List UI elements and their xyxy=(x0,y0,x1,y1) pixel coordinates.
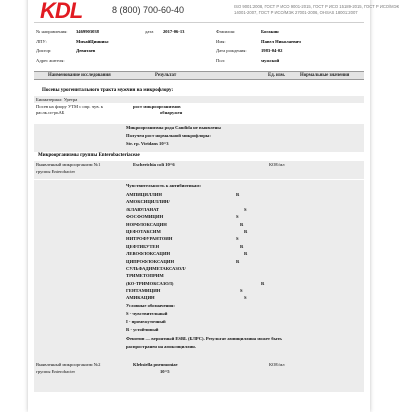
antibiotic-name: ЛЕВОФЛОКСАЦИН xyxy=(126,251,171,257)
microorganism-1-label-1: Выявленный микроорганизм №1 xyxy=(36,162,101,167)
antibiotic-result: S xyxy=(244,295,247,301)
order-date-value: 2017-06-13 xyxy=(163,29,185,34)
antibiotic-name: НИТРОФУРАНТОИН xyxy=(126,236,173,242)
legend-s: S - чувствительный xyxy=(126,311,168,316)
header-unit: Ед. изм. xyxy=(268,72,286,78)
antibiotic-result: R xyxy=(244,228,248,234)
culture-result-line-1: рост микроорганизмов xyxy=(133,104,181,109)
antibiotic-result: R xyxy=(236,258,240,264)
order-date-label: дата xyxy=(145,29,154,34)
antibiotic-name: ЦИПРОФЛОКСАЦИН xyxy=(126,258,175,264)
microorganism-2-result-2: 10^5 xyxy=(160,369,170,374)
antibiotic-result: R xyxy=(236,192,240,197)
antibiotic-name: (КО-ТРИМОКСАЗОЛ) xyxy=(126,280,174,286)
microorganism-2-label-1: Выявленный микроорганизм №2 xyxy=(36,362,101,367)
header-result: Результат xyxy=(155,72,177,78)
antibiotic-row xyxy=(126,221,244,228)
antibiotic-result: R xyxy=(261,280,265,286)
antibiotic-row xyxy=(126,198,186,205)
esbl-note-line-2: распространен на амоксициллин. xyxy=(126,344,196,349)
legend-r: R - устойчивый xyxy=(126,327,159,332)
antibiotic-result: R xyxy=(244,251,248,257)
surname-label: Фамилия: xyxy=(216,29,236,34)
antibiotic-row xyxy=(126,191,240,198)
normal-flora-text: Получен рост нормальной микрофлоры: xyxy=(126,133,211,138)
antibiotic-row xyxy=(126,258,240,265)
microorganism-2-label-2: группы Enterobacter xyxy=(36,369,76,374)
flora-row xyxy=(34,124,364,152)
antibiotic-result: R xyxy=(240,221,244,227)
antibiotic-sensitivity-block xyxy=(34,180,364,392)
results-table-header xyxy=(34,71,364,80)
surname-value: Богакин xyxy=(261,29,279,34)
candida-text: Микроорганизмы рода Candida не выявлены xyxy=(126,125,221,130)
doctor-value: Девятаев xyxy=(76,48,96,53)
antibiotic-name: /КЛАВУЛАНАТ xyxy=(126,206,160,212)
sex-value: мужской xyxy=(261,58,280,63)
sex-label: Пол: xyxy=(216,58,226,63)
enterobacteriaceae-title: Микроорганизмы группы Enterobacteriaceae xyxy=(38,153,140,158)
antibiotic-row xyxy=(126,213,239,220)
doctor-label: Доктор: xyxy=(36,48,52,53)
antibiotic-row xyxy=(126,235,239,242)
report-page xyxy=(28,0,400,412)
antibiotic-result: S xyxy=(240,288,243,294)
name-label: Имя: xyxy=(216,39,226,44)
section-title: Посевы урогенитального тракта мужчин на микрофлору: xyxy=(42,88,174,93)
antibiotic-row xyxy=(126,272,186,279)
antibiotic-name: ЦЕФОТАКСИМ xyxy=(126,228,161,234)
lpu-value: МихайЦинникс xyxy=(76,39,109,44)
antibiotic-row xyxy=(126,250,248,257)
antibiotic-name: ТРИМЕТОПРИМ xyxy=(126,273,164,279)
header-test-name: Наименование исследования xyxy=(48,72,111,78)
culture-row xyxy=(34,104,364,118)
antibiotic-name: СУЛЬФАДИМЕТАКСАЗОЛ/ xyxy=(126,265,186,271)
biomaterial-row xyxy=(34,96,364,103)
viridans-text: Str. гр. Viridans 10^3 xyxy=(126,141,169,146)
antibiotic-row xyxy=(126,280,265,287)
culture-name-line-2: раслк.сп-рьАБ xyxy=(36,110,65,115)
antibiotic-row xyxy=(126,287,243,294)
antibiotics-title: Чувствительность к антибиотикам: xyxy=(126,183,202,188)
biomaterial-text: Биоматериал: Уретра xyxy=(36,96,78,102)
order-number-value: 3469903038 xyxy=(76,29,99,34)
birth-date-value: 1983-04-02 xyxy=(261,48,283,53)
legend-i: I - промежуточный xyxy=(126,319,166,324)
esbl-note-line-1: Фенотип — вероятный ESBL (БЛРС). Результат ампициллина может быть xyxy=(126,336,282,341)
antibiotic-result: S xyxy=(236,236,239,242)
microorganism-1-result: Escherichia coli 10^6 xyxy=(133,162,175,167)
antibiotic-row xyxy=(126,206,247,213)
microorganism-2-unit: КОЕ/мл xyxy=(269,362,285,367)
antibiotic-row xyxy=(126,243,244,250)
antibiotic-row xyxy=(126,265,186,272)
microorganism-1-label-2: группы Enterobacter xyxy=(36,169,76,174)
antibiotic-name: АМОКСИЦИЛЛИН/ xyxy=(126,199,170,205)
culture-result-line-2: обнаружен xyxy=(160,110,183,115)
microorganism-2-result-1: Klebsiella pneumoniae xyxy=(133,362,178,367)
certification-line-1: ISO 9001:2008, ГОСТ Р ИСО 9001-2015, ГОСТ Р ИСО 15189-2015, ГОСТ Р ИСО/МЭК xyxy=(234,4,400,9)
certification-line-2: 14001-2007, ГОСТ Р ИСО/МЭК 27001-2006, OHSAS 18001:2007 xyxy=(234,10,358,15)
microorganism-1-unit: КОЕ/мл xyxy=(269,162,285,167)
antibiotic-name: АМИКАЦИН xyxy=(126,295,155,301)
antibiotic-name: ГЕНТАМИЦИН xyxy=(126,288,161,294)
address-label: Адрес жителя: xyxy=(36,58,65,63)
microorganism-1-row xyxy=(34,161,364,179)
antibiotic-row xyxy=(126,228,248,235)
order-number-label: № направления: xyxy=(36,29,68,34)
lab-logo: KDL xyxy=(40,0,83,23)
antibiotics-list xyxy=(126,191,265,302)
antibiotic-row xyxy=(126,294,247,301)
lpu-label: ЛПУ: xyxy=(36,39,47,44)
name-value: Павел Николаевич xyxy=(261,39,301,44)
culture-name-line-1: Посев на флору УТМ с опр. чув. к xyxy=(36,104,104,109)
antibiotic-result: R xyxy=(240,243,244,249)
header-normal-range: Нормальные значения xyxy=(300,72,350,78)
antibiotic-name: НОРФЛОКСАЦИН xyxy=(126,221,167,227)
antibiotic-name: ЦЕФТИБУТЕН xyxy=(126,243,160,249)
legend-title: Условные обозначения: xyxy=(126,303,175,308)
header-divider xyxy=(34,22,364,23)
antibiotic-result: S xyxy=(236,214,239,220)
phone-number: 8 (800) 700-60-40 xyxy=(112,5,185,15)
birth-date-label: Дата рождения: xyxy=(216,48,247,53)
antibiotic-name: ФОСФОМИЦИН xyxy=(126,214,164,220)
antibiotic-name: АМПИЦИЛЛИН xyxy=(126,192,162,197)
antibiotic-result: S xyxy=(244,206,247,212)
